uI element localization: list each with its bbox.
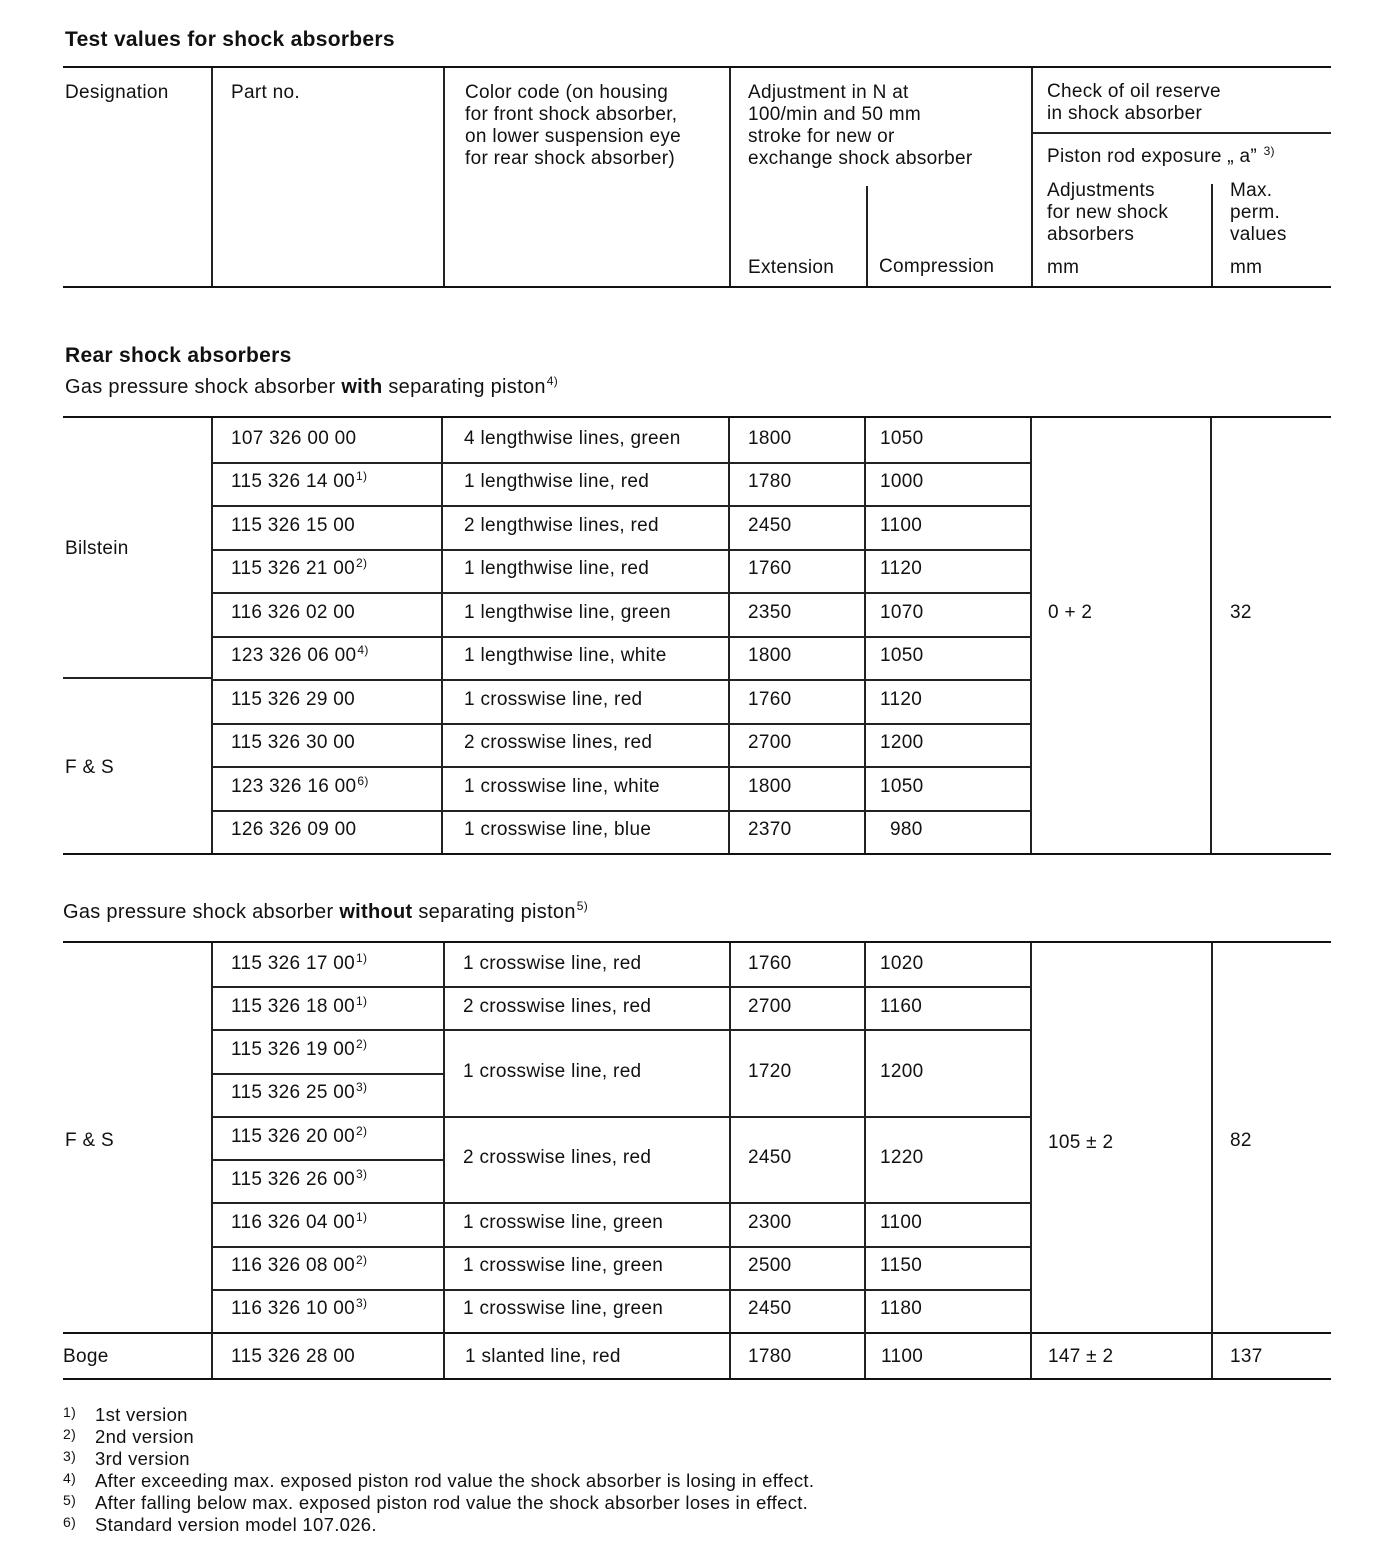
adjust-value: 147 ± 2 (1048, 1346, 1114, 1367)
col-divider (211, 943, 213, 1378)
compression-value: 980 (890, 819, 923, 840)
compression-value: 1050 (880, 645, 924, 666)
row-divider (211, 1246, 443, 1248)
compression-value: 1200 (880, 1061, 924, 1082)
extension-value: 2350 (748, 602, 792, 623)
footnote-ref: 1) (356, 994, 368, 1008)
part-number: 115 326 28 00 (231, 1346, 355, 1367)
color-code: 1 lengthwise line, red (464, 558, 650, 579)
footnote (63, 1426, 194, 1448)
part-number-text: 107 326 00 00 (231, 428, 357, 449)
row-divider (443, 986, 1031, 988)
footnote-ref: 2) (356, 1037, 368, 1051)
table-rule (63, 853, 1331, 855)
color-code: 1 crosswise line, red (463, 953, 642, 974)
footnote-ref: 6) (357, 774, 369, 788)
color-code: 1 crosswise line, red (464, 689, 643, 710)
footnote (63, 1448, 190, 1470)
footnote-ref: 3) (1263, 144, 1275, 158)
table-rule (63, 941, 1331, 943)
row-divider (443, 1029, 1031, 1031)
subheading-text: Gas pressure shock absorber (63, 901, 340, 923)
row-divider (211, 810, 1031, 812)
row-divider (211, 723, 1031, 725)
footnote-number: 1) (63, 1404, 77, 1420)
compression-value: 1120 (880, 689, 923, 710)
subheading-text: Gas pressure shock absorber (65, 376, 342, 398)
col-divider (866, 186, 868, 286)
part-number (231, 1126, 367, 1148)
extension-value: 2450 (748, 515, 792, 536)
footnote-ref: 4) (357, 643, 369, 657)
header-unit-adj: mm (1047, 257, 1080, 278)
compression-value: 1100 (880, 1212, 923, 1233)
part-number-text: 116 326 04 00 (231, 1212, 355, 1233)
part-number-text: 116 326 08 00 (231, 1255, 355, 1276)
header-line: values (1230, 224, 1287, 245)
extension-value: 1800 (748, 645, 792, 666)
part-number-text: 115 326 25 00 (231, 1082, 355, 1103)
color-code: 2 crosswise lines, red (463, 1147, 652, 1168)
extension-value: 1780 (748, 1346, 792, 1367)
extension-value: 2450 (748, 1298, 792, 1319)
col-divider (1210, 418, 1212, 853)
compression-value: 1070 (880, 602, 924, 623)
row-divider (211, 549, 1031, 551)
header-max-perm (1230, 180, 1287, 246)
compression-value: 1050 (880, 776, 924, 797)
row-divider (211, 1202, 443, 1204)
col-divider (1030, 943, 1032, 1378)
color-code: 1 slanted line, red (465, 1346, 621, 1367)
footnote-ref: 3) (356, 1080, 368, 1094)
subheading-bold: without (339, 901, 413, 923)
color-code: 1 lengthwise line, red (464, 471, 650, 492)
row-divider (211, 766, 1031, 768)
part-number (231, 689, 355, 711)
section1-subheading (65, 376, 558, 399)
extension-value: 1760 (748, 558, 792, 579)
part-number-text: 116 326 10 00 (231, 1298, 355, 1319)
header-line: Color code (on housing (465, 82, 669, 103)
header-line: for front shock absorber, (465, 104, 678, 125)
row-divider (211, 636, 1031, 638)
compression-value: 1180 (880, 1298, 923, 1319)
header-adjustment (748, 82, 972, 170)
table-rule (63, 1378, 1331, 1380)
header-color-code (465, 82, 681, 170)
header-line: Max. (1230, 180, 1273, 201)
col-divider (1031, 68, 1033, 286)
part-number-text: 115 326 21 00 (231, 558, 355, 579)
footnote (63, 1514, 377, 1536)
part-number (231, 515, 355, 537)
col-divider (864, 943, 866, 1378)
col-divider (729, 68, 731, 286)
compression-value: 1000 (880, 471, 924, 492)
footnote-number: 4) (63, 1470, 77, 1486)
footnote-ref: 1) (356, 469, 368, 483)
part-number-text: 126 326 09 00 (231, 819, 357, 840)
header-line: Adjustments (1047, 180, 1155, 201)
row-divider (211, 1029, 443, 1031)
footnote-number: 5) (63, 1492, 77, 1508)
color-code: 1 crosswise line, green (463, 1255, 664, 1276)
footnote-number: 2) (63, 1426, 77, 1442)
part-number-text: 115 326 26 00 (231, 1169, 355, 1190)
header-adj-new (1047, 180, 1168, 246)
footnote-text: 2nd version (95, 1426, 194, 1447)
table-rule (63, 416, 1331, 418)
header-line: perm. (1230, 202, 1281, 223)
footnote-number: 6) (63, 1514, 77, 1530)
extension-value: 2700 (748, 996, 792, 1017)
footnote-ref: 2) (356, 1253, 368, 1267)
row-divider (443, 1289, 1031, 1291)
group-fs: F & S (65, 1130, 115, 1151)
header-compression: Compression (879, 256, 995, 277)
adjust-value: 105 ± 2 (1048, 1132, 1114, 1153)
color-code: 1 crosswise line, blue (464, 819, 652, 840)
color-code: 1 crosswise line, white (464, 776, 660, 797)
footnote-ref: 2) (356, 556, 368, 570)
row-divider (211, 1159, 443, 1161)
part-number (231, 1082, 367, 1104)
header-line: in shock absorber (1047, 103, 1203, 124)
part-number-text: 115 326 19 00 (231, 1039, 355, 1060)
compression-value: 1020 (880, 953, 924, 974)
color-code: 1 crosswise line, green (463, 1212, 664, 1233)
compression-value: 1220 (880, 1147, 924, 1168)
header-line: stroke for new or (748, 126, 895, 147)
compression-value: 1100 (881, 1346, 924, 1367)
part-number (231, 1169, 367, 1191)
part-number (231, 1298, 367, 1320)
page-title: Test values for shock absorbers (65, 28, 395, 51)
part-number (231, 1039, 367, 1061)
footnote-ref: 5) (576, 899, 589, 913)
col-divider (729, 943, 731, 1378)
extension-value: 1760 (748, 689, 792, 710)
header-piston-rod (1047, 146, 1275, 168)
part-number (231, 776, 369, 798)
row-divider (211, 592, 1031, 594)
row-divider (211, 986, 443, 988)
subheading-bold: with (341, 376, 383, 398)
compression-value: 1100 (880, 515, 923, 536)
part-number-text: 115 326 17 00 (231, 953, 355, 974)
part-number-text: 115 326 29 00 (231, 689, 355, 710)
color-code: 1 lengthwise line, green (464, 602, 671, 623)
compression-value: 1120 (880, 558, 923, 579)
row-divider (211, 462, 1031, 464)
footnote-ref: 2) (356, 1124, 368, 1138)
color-code: 2 lengthwise lines, red (464, 515, 659, 536)
footnote-text: Standard version model 107.026. (95, 1514, 377, 1535)
header-unit-max: mm (1230, 257, 1263, 278)
extension-value: 1720 (748, 1061, 792, 1082)
row-divider (211, 1073, 443, 1075)
part-number-text: 123 326 16 00 (231, 776, 357, 797)
footnote (63, 1404, 188, 1426)
header-line: Adjustment in N at (748, 82, 909, 103)
compression-value: 1050 (880, 428, 924, 449)
header-oil-reserve (1047, 81, 1221, 125)
compression-value: 1200 (880, 732, 924, 753)
part-number-text: 116 326 02 00 (231, 602, 355, 623)
header-line: for rear shock absorber) (465, 148, 675, 169)
extension-value: 1780 (748, 471, 792, 492)
part-number (231, 732, 355, 754)
footnote-ref: 3) (356, 1167, 368, 1181)
part-number-text: 115 326 20 00 (231, 1126, 355, 1147)
header-line: absorbers (1047, 224, 1135, 245)
header-line: for new shock (1047, 202, 1169, 223)
footnote-text: 3rd version (95, 1448, 190, 1469)
group-bilstein: Bilstein (65, 538, 129, 559)
part-number (231, 1255, 367, 1277)
part-number (231, 645, 369, 667)
part-number (231, 471, 367, 493)
compression-value: 1150 (880, 1255, 923, 1276)
group-divider (63, 677, 213, 679)
footnote-number: 3) (63, 1448, 77, 1464)
row-divider (211, 505, 1031, 507)
subheading-text: separating piston (382, 376, 546, 398)
color-code: 1 crosswise line, green (463, 1298, 664, 1319)
part-number-text: 115 326 18 00 (231, 996, 355, 1017)
footnote (63, 1470, 814, 1492)
header-line: on lower suspension eye (465, 126, 682, 147)
part-number (231, 602, 355, 624)
part-number (231, 953, 367, 975)
extension-value: 2370 (748, 819, 792, 840)
footnote-text: After falling below max. exposed piston rod value the shock absorber loses in effect. (95, 1492, 809, 1513)
header-line: exchange shock absorber (748, 148, 973, 169)
color-code: 2 crosswise lines, red (463, 996, 652, 1017)
extension-value: 1760 (748, 953, 792, 974)
header-part-no: Part no. (231, 82, 300, 103)
extension-value: 2450 (748, 1147, 792, 1168)
footnote-ref: 3) (356, 1296, 368, 1310)
color-code: 1 crosswise line, red (463, 1061, 642, 1082)
section2-subheading (63, 901, 588, 924)
extension-value: 1800 (748, 428, 792, 449)
max-value: 32 (1230, 602, 1252, 623)
color-code: 2 crosswise lines, red (464, 732, 653, 753)
extension-value: 2500 (748, 1255, 792, 1276)
row-divider (443, 1116, 1031, 1118)
extension-value: 2700 (748, 732, 792, 753)
part-number (231, 428, 356, 450)
header-designation: Designation (65, 82, 169, 103)
footnote-ref: 1) (356, 951, 368, 965)
part-number (231, 1212, 367, 1234)
header-extension: Extension (748, 257, 835, 278)
col-divider (1211, 943, 1213, 1378)
header-top-rule (63, 66, 1331, 68)
part-number-text: 123 326 06 00 (231, 645, 357, 666)
footnote (63, 1492, 808, 1514)
extension-value: 2300 (748, 1212, 792, 1233)
group-fs: F & S (65, 757, 115, 778)
table-rule (63, 1332, 1331, 1334)
header-line: Check of oil reserve (1047, 81, 1221, 102)
footnote-ref: 1) (356, 1210, 368, 1224)
row-divider (211, 1289, 443, 1291)
col-divider (443, 68, 445, 286)
color-code: 1 lengthwise line, white (464, 645, 667, 666)
part-number-text: 115 326 15 00 (231, 515, 355, 536)
extension-value: 1800 (748, 776, 792, 797)
row-divider (211, 679, 1031, 681)
row-divider (443, 1202, 1031, 1204)
section-heading: Rear shock absorbers (65, 344, 292, 367)
subheading-text: separating piston (412, 901, 576, 923)
col-divider (443, 943, 445, 1378)
part-number (231, 819, 356, 841)
col-divider (1211, 184, 1213, 286)
group-boge: Boge (63, 1346, 109, 1367)
header-piston-rod-text: Piston rod exposure „ a” (1047, 146, 1257, 167)
row-divider (211, 1116, 443, 1118)
part-number-text: 115 326 30 00 (231, 732, 355, 753)
part-number (231, 996, 367, 1018)
row-divider (1031, 132, 1331, 134)
footnote-text: After exceeding max. exposed piston rod value the shock absorber is losing in effect. (95, 1470, 815, 1491)
footnote-text: 1st version (95, 1404, 188, 1425)
max-value: 82 (1230, 1130, 1252, 1151)
row-divider (443, 1246, 1031, 1248)
part-number-text: 115 326 14 00 (231, 471, 355, 492)
max-value: 137 (1230, 1346, 1263, 1367)
part-number (231, 558, 367, 580)
header-bottom-rule (63, 286, 1331, 288)
footnote-ref: 4) (546, 374, 559, 388)
compression-value: 1160 (880, 996, 923, 1017)
color-code: 4 lengthwise lines, green (464, 428, 681, 449)
adjust-value: 0 + 2 (1048, 602, 1093, 623)
col-divider (211, 68, 213, 286)
header-line: 100/min and 50 mm (748, 104, 922, 125)
